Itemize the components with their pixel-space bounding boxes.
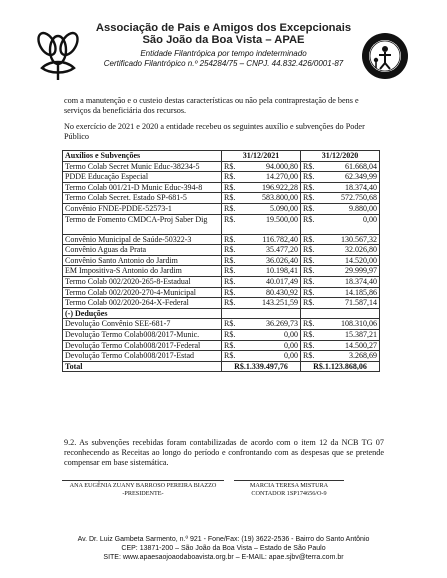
money-cell xyxy=(303,298,377,308)
table-row xyxy=(63,255,380,266)
col-header-description: Auxílios e Subvenções xyxy=(63,151,222,162)
value-2020 xyxy=(301,245,380,256)
amount: 29.999,97 xyxy=(345,266,377,276)
currency-symbol: R$. xyxy=(224,193,236,203)
value-2020 xyxy=(301,172,380,183)
paragraph-continuation: com a manutenção e o custeio destas características ou não pela contraprestação de bens e serviços da beneficiária dos recursos. xyxy=(64,96,359,115)
row-label: Devolução Termo Colab008/2017-Federal xyxy=(63,340,222,351)
amount: 143.251,59 xyxy=(262,298,298,308)
amount: 0,00 xyxy=(363,214,377,224)
money-cell xyxy=(224,266,298,276)
value-2021 xyxy=(222,245,301,256)
currency-symbol: R$. xyxy=(224,245,236,255)
currency-symbol: R$. xyxy=(303,203,315,213)
amount: 14.500,27 xyxy=(345,340,377,350)
subsidies-table xyxy=(62,150,380,372)
currency-symbol: R$. xyxy=(224,266,236,276)
value-2020 xyxy=(301,351,380,362)
table-row xyxy=(63,214,380,234)
footer-line-site: SITE: www.apaesaojoaodaboavista.org.br – E-MAIL: apae.sjbv@terra.com.br xyxy=(103,554,344,562)
table-row xyxy=(63,329,380,340)
currency-symbol: R$. xyxy=(303,161,315,171)
money-cell xyxy=(303,162,377,172)
currency-symbol: R$. xyxy=(303,245,315,255)
currency-symbol: R$. xyxy=(224,340,236,350)
value-2021 xyxy=(222,308,301,319)
amount: 94.000,80 xyxy=(266,161,298,171)
value-2020 xyxy=(301,161,380,172)
money-cell xyxy=(303,319,377,329)
amount: 40.017,49 xyxy=(266,276,298,286)
money-cell xyxy=(224,172,298,182)
value-2020 xyxy=(301,329,380,340)
row-label: Termo Colab Secret Munic Educ-38234-5 xyxy=(63,161,222,172)
row-label: Convênio Aguas da Prata xyxy=(63,245,222,256)
amount: 14.520,00 xyxy=(345,255,377,265)
amount: 18.374,40 xyxy=(345,182,377,192)
value-2021 xyxy=(222,214,301,234)
money-cell xyxy=(224,362,298,372)
value-2020 xyxy=(301,203,380,214)
money-cell xyxy=(224,277,298,287)
money-cell xyxy=(303,235,377,245)
apae-seal-logo-icon xyxy=(361,32,409,80)
currency-symbol: R$. xyxy=(224,351,236,361)
value-2021 xyxy=(222,203,301,214)
table-row xyxy=(63,234,380,245)
amount: 130.567,32 xyxy=(341,234,377,244)
currency-symbol: R$. xyxy=(224,255,236,265)
currency-symbol: R$. xyxy=(303,266,315,276)
amount: 0,00 xyxy=(284,340,298,350)
money-cell xyxy=(224,298,298,308)
value-2021 xyxy=(222,234,301,245)
money-cell xyxy=(303,204,377,214)
paragraph-intro: No exercício de 2021 e 2020 a entidade recebeu os seguintes auxílio e subvenções do Poder Público xyxy=(64,122,365,141)
row-label: Devolução Termo Colab008/2017-Munic. xyxy=(63,329,222,340)
value-2021 xyxy=(222,255,301,266)
table-row xyxy=(63,161,380,172)
money-cell xyxy=(224,341,298,351)
money-cell xyxy=(224,215,298,225)
amount: 5.090,00 xyxy=(270,203,298,213)
money-cell xyxy=(224,330,298,340)
money-cell xyxy=(224,319,298,329)
amount: 19.500,00 xyxy=(266,214,298,224)
currency-symbol: R$. xyxy=(224,172,236,182)
organization-heading xyxy=(86,22,361,69)
currency-symbol: R$. xyxy=(303,193,315,203)
amount: 36.026,40 xyxy=(266,255,298,265)
amount: 61.668,04 xyxy=(345,161,377,171)
value-2021 xyxy=(222,319,301,330)
value-2020 xyxy=(301,276,380,287)
table-body xyxy=(63,161,380,372)
currency-symbol: R$. xyxy=(224,203,236,213)
currency-symbol: R$. xyxy=(303,255,315,265)
amount: 9.880,00 xyxy=(349,203,377,213)
table-row xyxy=(63,203,380,214)
total-2020 xyxy=(301,361,380,372)
row-label: Convênio Municipal de Saúde-50322-3 xyxy=(63,234,222,245)
table-row xyxy=(63,351,380,362)
org-subtitle: Entidade Filantrópica por tempo indeterminado xyxy=(140,49,307,58)
currency-symbol: R$. xyxy=(303,172,315,182)
value-2021 xyxy=(222,329,301,340)
value-2021 xyxy=(222,340,301,351)
money-cell xyxy=(303,362,377,372)
total-label: Total xyxy=(63,361,222,372)
table-row xyxy=(63,340,380,351)
amount: 62.349,99 xyxy=(345,172,377,182)
footer-line-cep: CEP: 13871-200 – São João da Boa Vista – Estado de São Paulo xyxy=(121,545,326,553)
amount: 572.750,68 xyxy=(341,193,377,203)
money-cell xyxy=(303,183,377,193)
row-label: Convênio Santo Antonio do Jardim xyxy=(63,255,222,266)
table-row xyxy=(63,245,380,256)
money-cell xyxy=(303,341,377,351)
value-2021 xyxy=(222,351,301,362)
row-label: Termo Colab 002/2020-264-X-Federal xyxy=(63,298,222,309)
currency-symbol: R$. xyxy=(224,234,236,244)
apae-flower-logo-icon xyxy=(34,24,82,82)
money-cell xyxy=(303,288,377,298)
currency-symbol: R$. xyxy=(224,214,236,224)
row-label: (-) Deduções xyxy=(63,308,222,319)
currency-symbol: R$. xyxy=(224,161,236,171)
currency-symbol: R$. xyxy=(303,329,315,339)
amount: 108.310,06 xyxy=(341,319,377,329)
amount: 0,00 xyxy=(284,329,298,339)
value-2020 xyxy=(301,193,380,204)
currency-symbol: R$. xyxy=(303,319,315,329)
amount: 14.185,86 xyxy=(345,287,377,297)
value-2021 xyxy=(222,161,301,172)
row-label: Termo Colab 002/2020-270-4-Municipal xyxy=(63,287,222,298)
currency-symbol: R$. xyxy=(303,298,315,308)
row-label: Termo Colab Secret. Estado SP-681-5 xyxy=(63,193,222,204)
money-cell xyxy=(303,330,377,340)
paragraph-note-9-2: 9.2. As subvenções recebidas foram contabilizadas de acordo com o item 12 da NCB TG 07 reconhecendo as Receitas ao longo do período e confrontando com as despesas que se pretende compensar em base sistemática. xyxy=(64,438,384,467)
currency-symbol: R$. xyxy=(303,351,315,361)
money-cell xyxy=(303,193,377,203)
col-header-2020: 31/12/2020 xyxy=(301,151,380,162)
org-name-line1: Associação de Pais e Amigos dos Excepcionais xyxy=(95,22,352,34)
money-cell xyxy=(303,266,377,276)
money-cell xyxy=(224,288,298,298)
currency-symbol: R$. xyxy=(303,340,315,350)
value-2020 xyxy=(301,234,380,245)
table-header-row xyxy=(63,151,380,162)
money-cell xyxy=(303,277,377,287)
money-cell xyxy=(224,162,298,172)
money-cell xyxy=(303,172,377,182)
signature-line xyxy=(234,480,344,481)
money-cell xyxy=(224,256,298,266)
row-label: EM Impositiva-S Antonio do Jardim xyxy=(63,266,222,277)
money-cell xyxy=(224,245,298,255)
value-2020 xyxy=(301,340,380,351)
total-2021 xyxy=(222,361,301,372)
row-label: PDDE Educação Especial xyxy=(63,172,222,183)
value-2020 xyxy=(301,287,380,298)
amount: 116.782,40 xyxy=(262,234,298,244)
row-label: Devolução Termo Colab008/2017-Estad xyxy=(63,351,222,362)
table-row xyxy=(63,182,380,193)
money-cell xyxy=(224,183,298,193)
currency-symbol: R$. xyxy=(303,276,315,286)
amount: 196.922,28 xyxy=(262,182,298,192)
amount: 80.430,92 xyxy=(266,287,298,297)
signer-role: CONTADOR 1SP174656/O-9 xyxy=(251,490,327,497)
signature-accountant xyxy=(234,480,344,498)
money-cell xyxy=(224,235,298,245)
value-2020 xyxy=(301,319,380,330)
signature-line xyxy=(62,480,224,481)
money-cell xyxy=(303,245,377,255)
money-cell xyxy=(303,256,377,266)
value-2020 xyxy=(301,182,380,193)
row-label: Termo Colab 002/2020-265-8-Estadual xyxy=(63,276,222,287)
footer-line-address: Av. Dr. Luiz Gambeta Sarmento, n.º 921 - Fone/Fax: (19) 3622-2536 - Bairro do Santo Antônio xyxy=(77,536,370,543)
amount: 36.269,73 xyxy=(266,319,298,329)
money-cell xyxy=(224,193,298,203)
col-header-2021: 31/12/2021 xyxy=(222,151,301,162)
row-label: Devolução Convênio SEE-681-7 xyxy=(63,319,222,330)
value-2021 xyxy=(222,298,301,309)
letterhead xyxy=(0,18,447,88)
value-2021 xyxy=(222,276,301,287)
amount: 10.198,41 xyxy=(266,266,298,276)
amount: 32.026,80 xyxy=(345,245,377,255)
table-row xyxy=(63,172,380,183)
amount: 35.477,20 xyxy=(266,245,298,255)
table-row xyxy=(63,308,380,319)
table-row xyxy=(63,266,380,277)
table-row xyxy=(63,287,380,298)
amount: 583.800,00 xyxy=(262,193,298,203)
amount: 18.374,40 xyxy=(345,276,377,286)
currency-symbol: R$. xyxy=(224,287,236,297)
amount: 15.387,21 xyxy=(345,329,377,339)
table-row xyxy=(63,193,380,204)
money-cell xyxy=(224,351,298,361)
value-2020 xyxy=(301,298,380,309)
currency-symbol: R$. xyxy=(303,234,315,244)
signature-president xyxy=(62,480,224,498)
value-2020 xyxy=(301,266,380,277)
row-label: Convênio FNDE-PDDE-52573-1 xyxy=(63,203,222,214)
value-2020 xyxy=(301,214,380,234)
value-2021 xyxy=(222,193,301,204)
currency-symbol: R$. xyxy=(224,182,236,192)
row-label: Termo de Fomento CMDCA-Proj Saber Dig xyxy=(63,214,222,234)
value-2021 xyxy=(222,266,301,277)
amount: 0,00 xyxy=(284,351,298,361)
amount: R$.1.123.868,06 xyxy=(313,361,367,371)
money-cell xyxy=(303,215,377,225)
table-total-row xyxy=(63,361,380,372)
table-row xyxy=(63,298,380,309)
table-row xyxy=(63,319,380,330)
org-certificate: Certificado Filantrópico n.º 254284/75 – CNPJ. 44.832.426/0001-87 xyxy=(103,59,344,68)
money-cell xyxy=(303,351,377,361)
amount: 3.268,69 xyxy=(349,351,377,361)
value-2021 xyxy=(222,287,301,298)
value-2020 xyxy=(301,255,380,266)
currency-symbol: R$. xyxy=(303,287,315,297)
row-label: Termo Colab 001/21-D Munic Educ-394-8 xyxy=(63,182,222,193)
amount: R$.1.339.497,76 xyxy=(234,361,288,371)
amount: 71.587,14 xyxy=(345,298,377,308)
currency-symbol: R$. xyxy=(224,276,236,286)
org-name-line2: São João da Boa Vista – APAE xyxy=(142,34,305,46)
currency-symbol: R$. xyxy=(224,329,236,339)
currency-symbol: R$. xyxy=(224,319,236,329)
table-row xyxy=(63,276,380,287)
value-2021 xyxy=(222,182,301,193)
money-cell xyxy=(224,204,298,214)
signer-name: MARCIA TERESA MISTURA xyxy=(249,482,329,489)
footer-address xyxy=(0,535,447,563)
signer-role: -PRESIDENTE- xyxy=(122,490,164,497)
signer-name: ANA EUGÊNIA ZUANY BARROSO PEREIRA BIAZZO xyxy=(69,482,217,489)
value-2021 xyxy=(222,172,301,183)
currency-symbol: R$. xyxy=(224,298,236,308)
currency-symbol: R$. xyxy=(303,214,315,224)
amount: 14.270,00 xyxy=(266,172,298,182)
value-2020 xyxy=(301,308,380,319)
currency-symbol: R$. xyxy=(303,182,315,192)
